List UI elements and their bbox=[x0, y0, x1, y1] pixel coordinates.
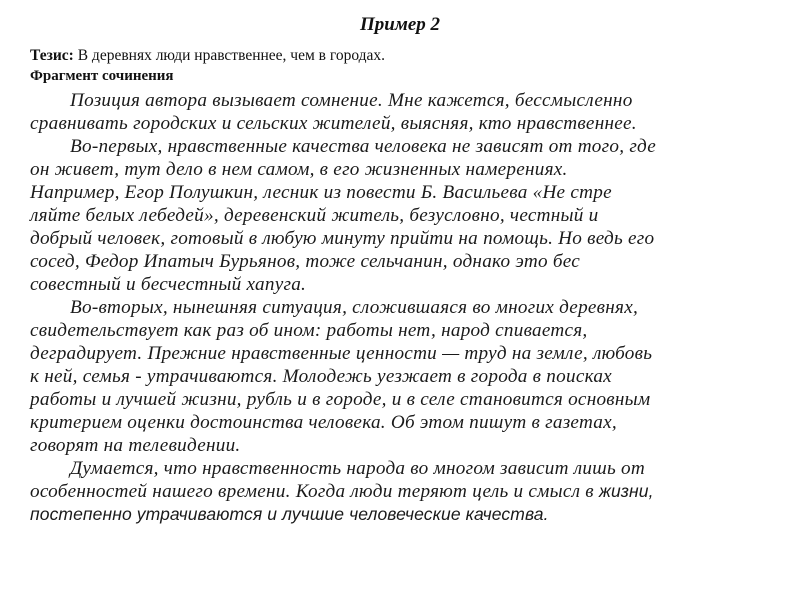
essay-line: к ней, семья - утрачиваются. Молодежь уезжает в города в поисках bbox=[30, 366, 612, 387]
essay-line: свидетельствует как раз об ином: работы нет, народ спивается, bbox=[30, 320, 588, 341]
essay-line: Во-вторых, нынешняя ситуация, сложившаяся во многих деревнях, bbox=[70, 297, 639, 318]
essay-paragraph-1 bbox=[30, 89, 780, 135]
essay-line: Позиция автора вызывает сомнение. Мне кажется, бессмысленно bbox=[70, 90, 633, 111]
essay-line: работы и лучшей жизни, рубль и в городе, и в селе становится основным bbox=[30, 389, 651, 410]
essay-fragment bbox=[30, 89, 780, 526]
essay-line: сравнивать городских и сельских жителей, выясняя, кто нравственнее. bbox=[30, 113, 637, 134]
thesis-label: Тезис: bbox=[30, 47, 74, 64]
essay-line: он живет, тут дело в нем самом, в его жизненных намерениях. bbox=[30, 159, 568, 180]
essay-line: Например, Егор Полушкин, лесник из повести Б. Васильева «Не стре bbox=[30, 182, 612, 203]
essay-line bbox=[30, 480, 780, 503]
essay-line: Думается, что нравственность народа во многом зависит лишь от bbox=[70, 458, 645, 479]
page-title: Пример 2 bbox=[359, 14, 441, 35]
essay-paragraph-2 bbox=[30, 135, 780, 296]
essay-line-tail: жизни, bbox=[593, 481, 654, 501]
essay-line: критерием оценки достоинства человека. Об этом пишут в газетах, bbox=[30, 412, 617, 433]
fragment-heading: Фрагмент сочинения bbox=[30, 68, 174, 84]
essay-line-text: особенностей нашего времени. Когда люди теряют цель и смысл в bbox=[30, 481, 594, 502]
essay-paragraph-3 bbox=[30, 296, 780, 457]
essay-line: сосед, Федор Ипатыч Бурьянов, тоже сельчанин, однако это бес bbox=[30, 251, 581, 272]
essay-line: совестный и бесчестный хапуга. bbox=[30, 274, 307, 295]
essay-line: деградирует. Прежние нравственные ценности — труд на земле, любовь bbox=[30, 343, 653, 364]
essay-line: говорят на телевидении. bbox=[30, 435, 241, 456]
essay-line: ляйте белых лебедей», деревенский житель, безусловно, честный и bbox=[30, 205, 599, 226]
essay-line: постепенно утрачиваются и лучшие человеческие качества. bbox=[30, 504, 549, 524]
thesis-text: В деревнях люди нравственнее, чем в городах. bbox=[73, 47, 386, 64]
essay-line: добрый человек, готовый в любую минуту прийти на помощь. Но ведь его bbox=[30, 228, 655, 249]
thesis bbox=[30, 47, 780, 65]
essay-line: Во-первых, нравственные качества человека не зависят от того, где bbox=[70, 136, 657, 157]
essay-paragraph-4 bbox=[30, 457, 780, 526]
